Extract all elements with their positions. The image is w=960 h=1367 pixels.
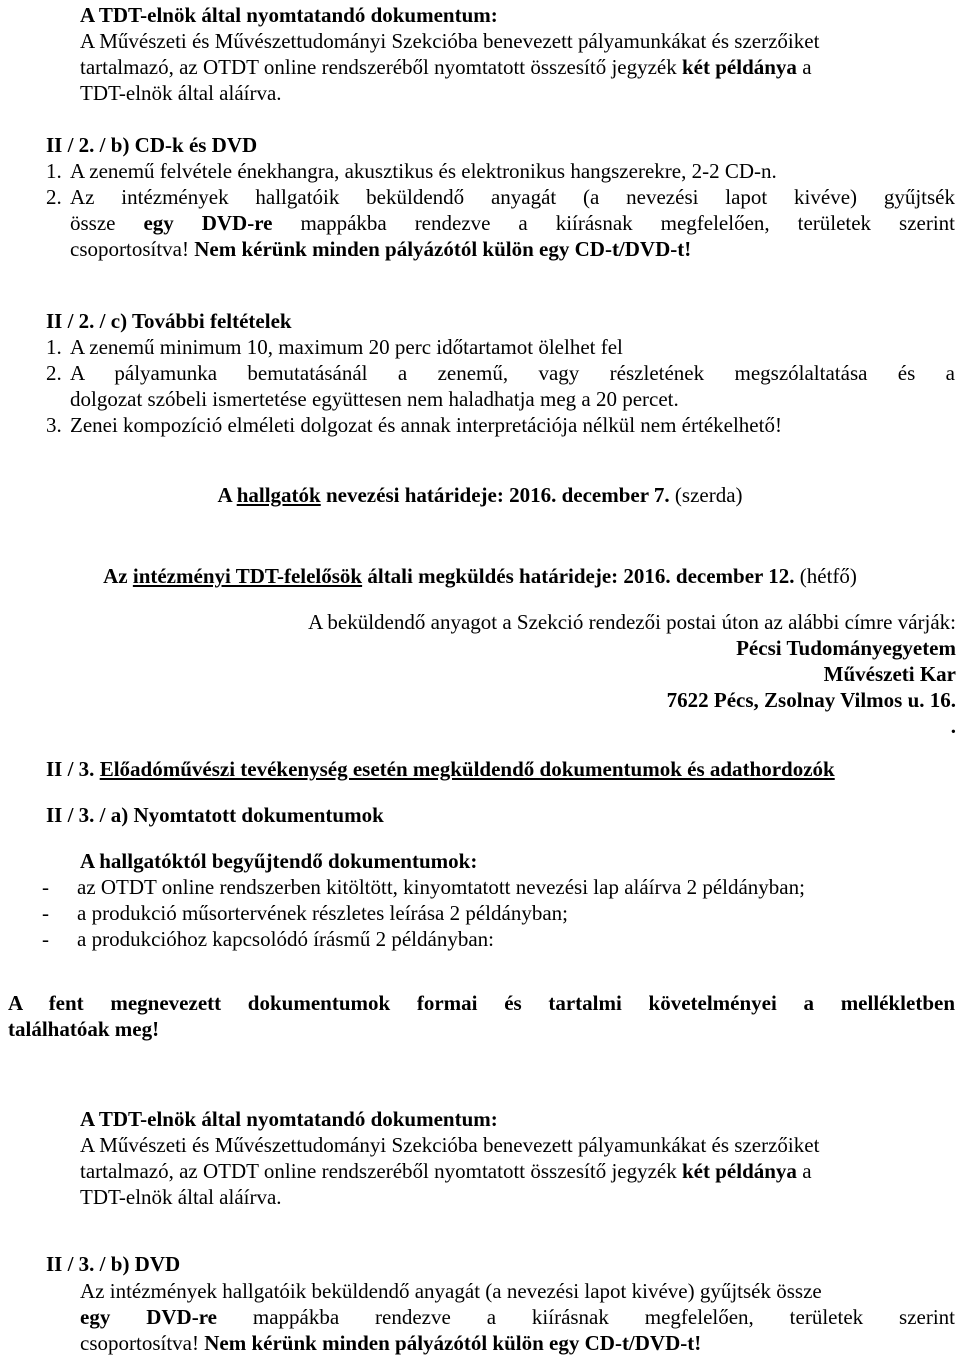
paragraph-line: tartalmazó, az OTDT online rendszeréből nyomtatott összesítő jegyzék két példánya a [80, 55, 812, 79]
list-item: - a produkcióhoz kapcsolódó írásmű 2 példányban: [42, 927, 494, 951]
section-heading: II / 3. / a) Nyomtatott dokumentumok [46, 803, 384, 827]
list-item: 1. A zenemű minimum 10, maximum 20 perc időtartamot ölelhet fel [46, 335, 623, 359]
list-item: - az OTDT online rendszerben kitöltött, kinyomtatott nevezési lap aláírva 2 példányban; [42, 875, 805, 899]
section-heading: II / 2. / c) További feltételek [46, 309, 292, 333]
section-heading: II / 3. Előadóművészi tevékenység esetén megküldendő dokumentumok és adathordozók [46, 757, 835, 781]
section-3 [46, 756, 955, 782]
address-intro: A beküldendő anyagot a Szekció rendezői postai úton az alábbi címre várják: [308, 610, 956, 634]
subheading: A hallgatóktól begyűjtendő dokumentumok: [80, 849, 478, 873]
paragraph-line: A Művészeti és Művészettudományi Szekcióba benevezett pályamunkákat és szerzőiket [80, 1133, 820, 1157]
section-3b-body [80, 1278, 955, 1356]
paragraph-line: TDT-elnök által aláírva. [80, 1185, 282, 1209]
list-item: 2. A pályamunka bemutatásánál a zenemű, vagy részletének megszólaltatása és a dolgozat szóbeli ismertetése együttesen nem haladhatja meg a 20 percet. [46, 361, 955, 411]
collected-documents [80, 848, 955, 874]
section-2c [46, 308, 955, 438]
tdt-document-block-bottom [80, 1106, 955, 1210]
documents-list [42, 874, 955, 952]
address-line: 7622 Pécs, Zsolnay Vilmos u. 16. [666, 688, 956, 712]
address-line: Művészeti Kar [823, 662, 956, 686]
paragraph-line: tartalmazó, az OTDT online rendszeréből nyomtatott összesítő jegyzék két példánya a [80, 1159, 812, 1183]
address-line: Pécsi Tudományegyetem [736, 636, 956, 660]
student-deadline: A hallgatók nevezési határideje: 2016. december 7. (szerda) [217, 483, 743, 507]
list-item: 1. A zenemű felvétele énekhangra, akusztikus és elektronikus hangszerekre, 2-2 CD-n. [46, 159, 777, 183]
paragraph-line: csoportosítva! Nem kérünk minden pályázótól külön egy CD-t/DVD-t! [80, 1331, 702, 1355]
list-item: 2. Az intézmények hallgatóik beküldendő anyagát (a nevezési lapot kivéve) gyűjtsék össze egy DVD-re mappákba rendezve a kiírásnak megfelelően, területek szerint csoportosítva! Nem kérünk minden pályázótól külön egy CD-t/DVD-t! [46, 185, 955, 261]
paragraph-line: Az intézmények hallgatóik beküldendő anyagát (a nevezési lapot kivéve) gyűjtsék össze [80, 1279, 822, 1303]
paragraph-line: A Művészeti és Művészettudományi Szekcióba benevezett pályamunkákat és szerzőiket [80, 29, 820, 53]
tdt-document-block-top [80, 2, 955, 106]
heading: A TDT-elnök által nyomtatandó dokumentum: [80, 3, 498, 27]
list-item: 3. Zenei kompozíció elméleti dolgozat és annak interpretációja nélkül nem értékelhető! [46, 413, 782, 437]
section-3a [46, 802, 955, 828]
heading: A TDT-elnök által nyomtatandó dokumentum: [80, 1107, 498, 1131]
paragraph-line: TDT-elnök által aláírva. [80, 81, 282, 105]
mailing-address: A beküldendő anyagot a Szekció rendezői postai úton az alábbi címre várják: Pécsi Tudományegyetem Művészeti Kar 7622 Pécs, Zsolnay Vilmos u. 16. . [80, 609, 956, 731]
requirements-notice: A fent megnevezett dokumentumok formai és tartalmi követelményei a mellékletben találhatóak meg! [8, 991, 955, 1041]
section-heading: II / 2. / b) CD-k és DVD [46, 133, 258, 157]
institution-deadline: Az intézményi TDT-felelősök általi megküldés határideje: 2016. december 12. (hétfő) [103, 564, 857, 588]
list-item: - a produkció műsortervének részletes leírása 2 példányban; [42, 901, 568, 925]
section-3b [46, 1251, 955, 1277]
section-heading: II / 3. / b) DVD [46, 1252, 181, 1276]
paragraph-line: egy DVD-re mappákba rendezve a kiírásnak megfelelően, területek szerint [80, 1305, 955, 1329]
section-2b [46, 132, 955, 262]
